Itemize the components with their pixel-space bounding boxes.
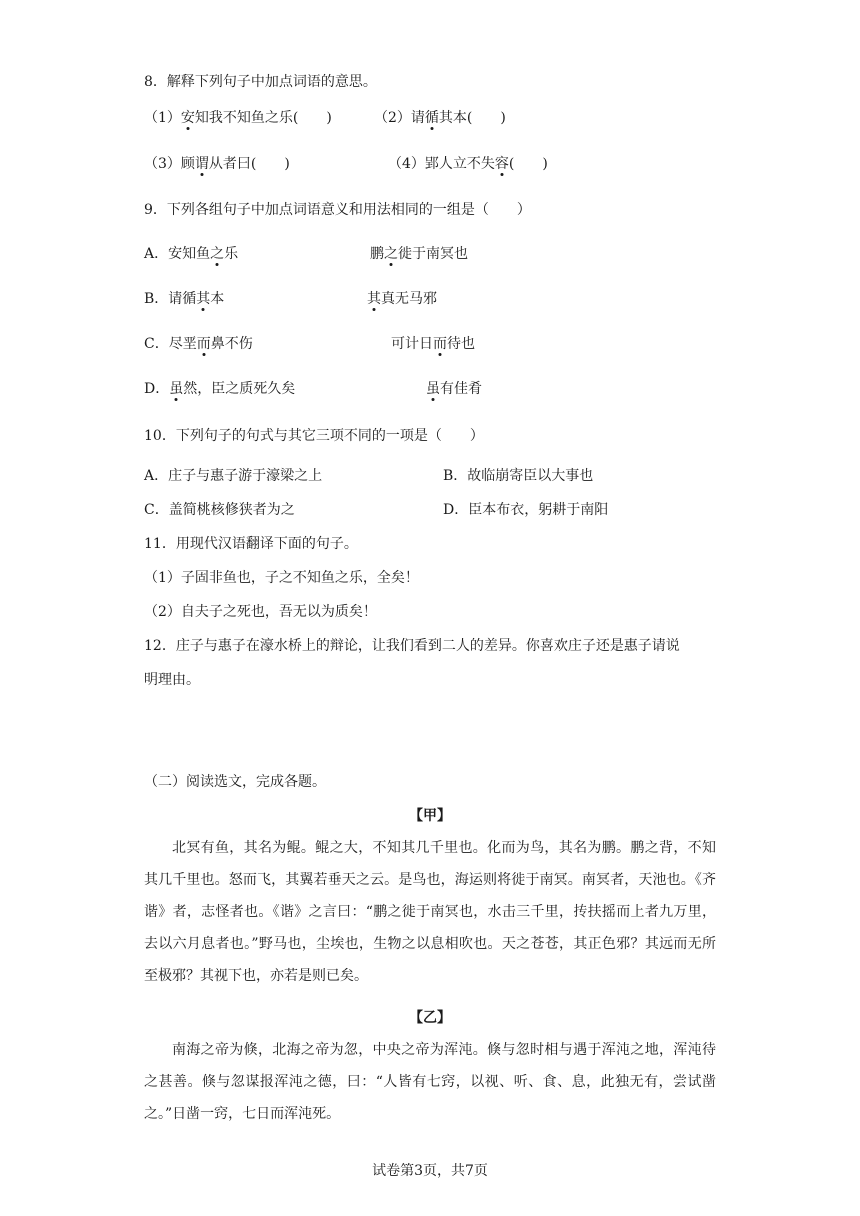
q10-option-a: A．庄子与惠子游于濠梁之上 — [144, 468, 323, 484]
dotted-char: 之 — [210, 246, 225, 262]
dotted-char: 容 — [494, 156, 509, 172]
q9-option-c-left: C．尽垩而鼻不伤 — [144, 336, 253, 352]
section2-title: （二）阅读选文，完成各题。 — [144, 774, 326, 790]
q9-option-d-right: 虽有佳肴 — [426, 381, 482, 397]
q9-option-a-right: 鹏之徙于南冥也 — [370, 246, 468, 262]
dotted-char: 谓 — [194, 156, 209, 172]
q8-item-1: （1）安知我不知鱼之乐( ) — [144, 110, 332, 126]
q8-item-4: （4）郢人立不失容( ) — [388, 156, 548, 172]
yi-heading: 【乙】 — [409, 1010, 451, 1026]
q8-item-2: （2）请循其本( ) — [374, 110, 506, 126]
q9-stem: 9．下列各组句子中加点词语意义和用法相同的一组是（ ） — [144, 202, 531, 218]
dotted-char: 安 — [180, 110, 195, 126]
dotted-char: 虽 — [169, 381, 184, 397]
q12-line-1: 12．庄子与惠子在濠水桥上的辩论，让我们看到二人的差异。你喜欢庄子还是惠子请说 — [144, 638, 680, 654]
jia-text: 北冥有鱼，其名为鲲。鲲之大，不知其几千里也。化而为鸟，其名为鹏。鹏之背，不知其几千里也。怒而飞，其翼若垂天之云。是鸟也，海运则将徙于南冥。南冥者，天池也。《齐谐》者，志怪者也。《谐》之言曰：“鹏之徙于南冥也，水击三千里，抟扶摇而上者九万里，去以六月息者也。”野马也，尘埃也，生物之以息相吹也。天之苍苍，其正色邪？其远而无所至极邪？其视下也，亦若是则已矣。 — [144, 840, 716, 984]
dotted-char: 之 — [384, 246, 398, 262]
q11-item-2: （2）自夫子之死也，吾无以为质矣！ — [144, 604, 377, 620]
dotted-char: 循 — [424, 110, 439, 126]
q9-option-c-right: 可计日而待也 — [391, 336, 475, 352]
dotted-char: 而 — [196, 336, 211, 352]
jia-heading: 【甲】 — [409, 808, 451, 824]
dotted-char: 虽 — [426, 381, 440, 397]
q8-stem: 8．解释下列句子中加点词语的意思。 — [144, 74, 377, 90]
q11-stem: 11．用现代汉语翻译下面的句子。 — [144, 536, 358, 552]
page-footer: 试卷第3页，共7页 — [372, 1163, 488, 1179]
q11-item-1: （1）子固非鱼也，子之不知鱼之乐，全矣！ — [144, 570, 419, 586]
q10-option-d: D．臣本布衣，躬耕于南阳 — [443, 502, 609, 518]
q10-option-c: C．盖简桃核修狭者为之 — [144, 502, 295, 518]
dotted-char: 其 — [367, 291, 381, 307]
q10-option-b: B．故临崩寄臣以大事也 — [443, 468, 594, 484]
q9-option-a-left: A．安知鱼之乐 — [144, 246, 239, 262]
q9-option-d-left: D．虽然，臣之质死久矣 — [144, 381, 296, 397]
yi-text: 南海之帝为倏，北海之帝为忽，中央之帝为浑沌。倏与忽时相与遇于浑沌之地，浑沌待之甚善。倏与忽谋报浑沌之德，曰：“人皆有七窍，以视、听、食、息，此独无有，尝试凿之。”日凿一窍，七日而浑沌死。 — [144, 1042, 716, 1122]
dotted-char: 其 — [196, 291, 211, 307]
q8-item-3: （3）顾谓从者曰( ) — [144, 156, 290, 172]
q10-stem: 10．下列句子的句式与其它三项不同的一项是（ ） — [144, 428, 484, 444]
q9-option-b-left: B．请循其本 — [144, 291, 225, 307]
dotted-char: 而 — [433, 336, 447, 352]
q9-option-b-right: 其真无马邪 — [367, 291, 437, 307]
q12-line-2: 明理由。 — [144, 672, 200, 688]
